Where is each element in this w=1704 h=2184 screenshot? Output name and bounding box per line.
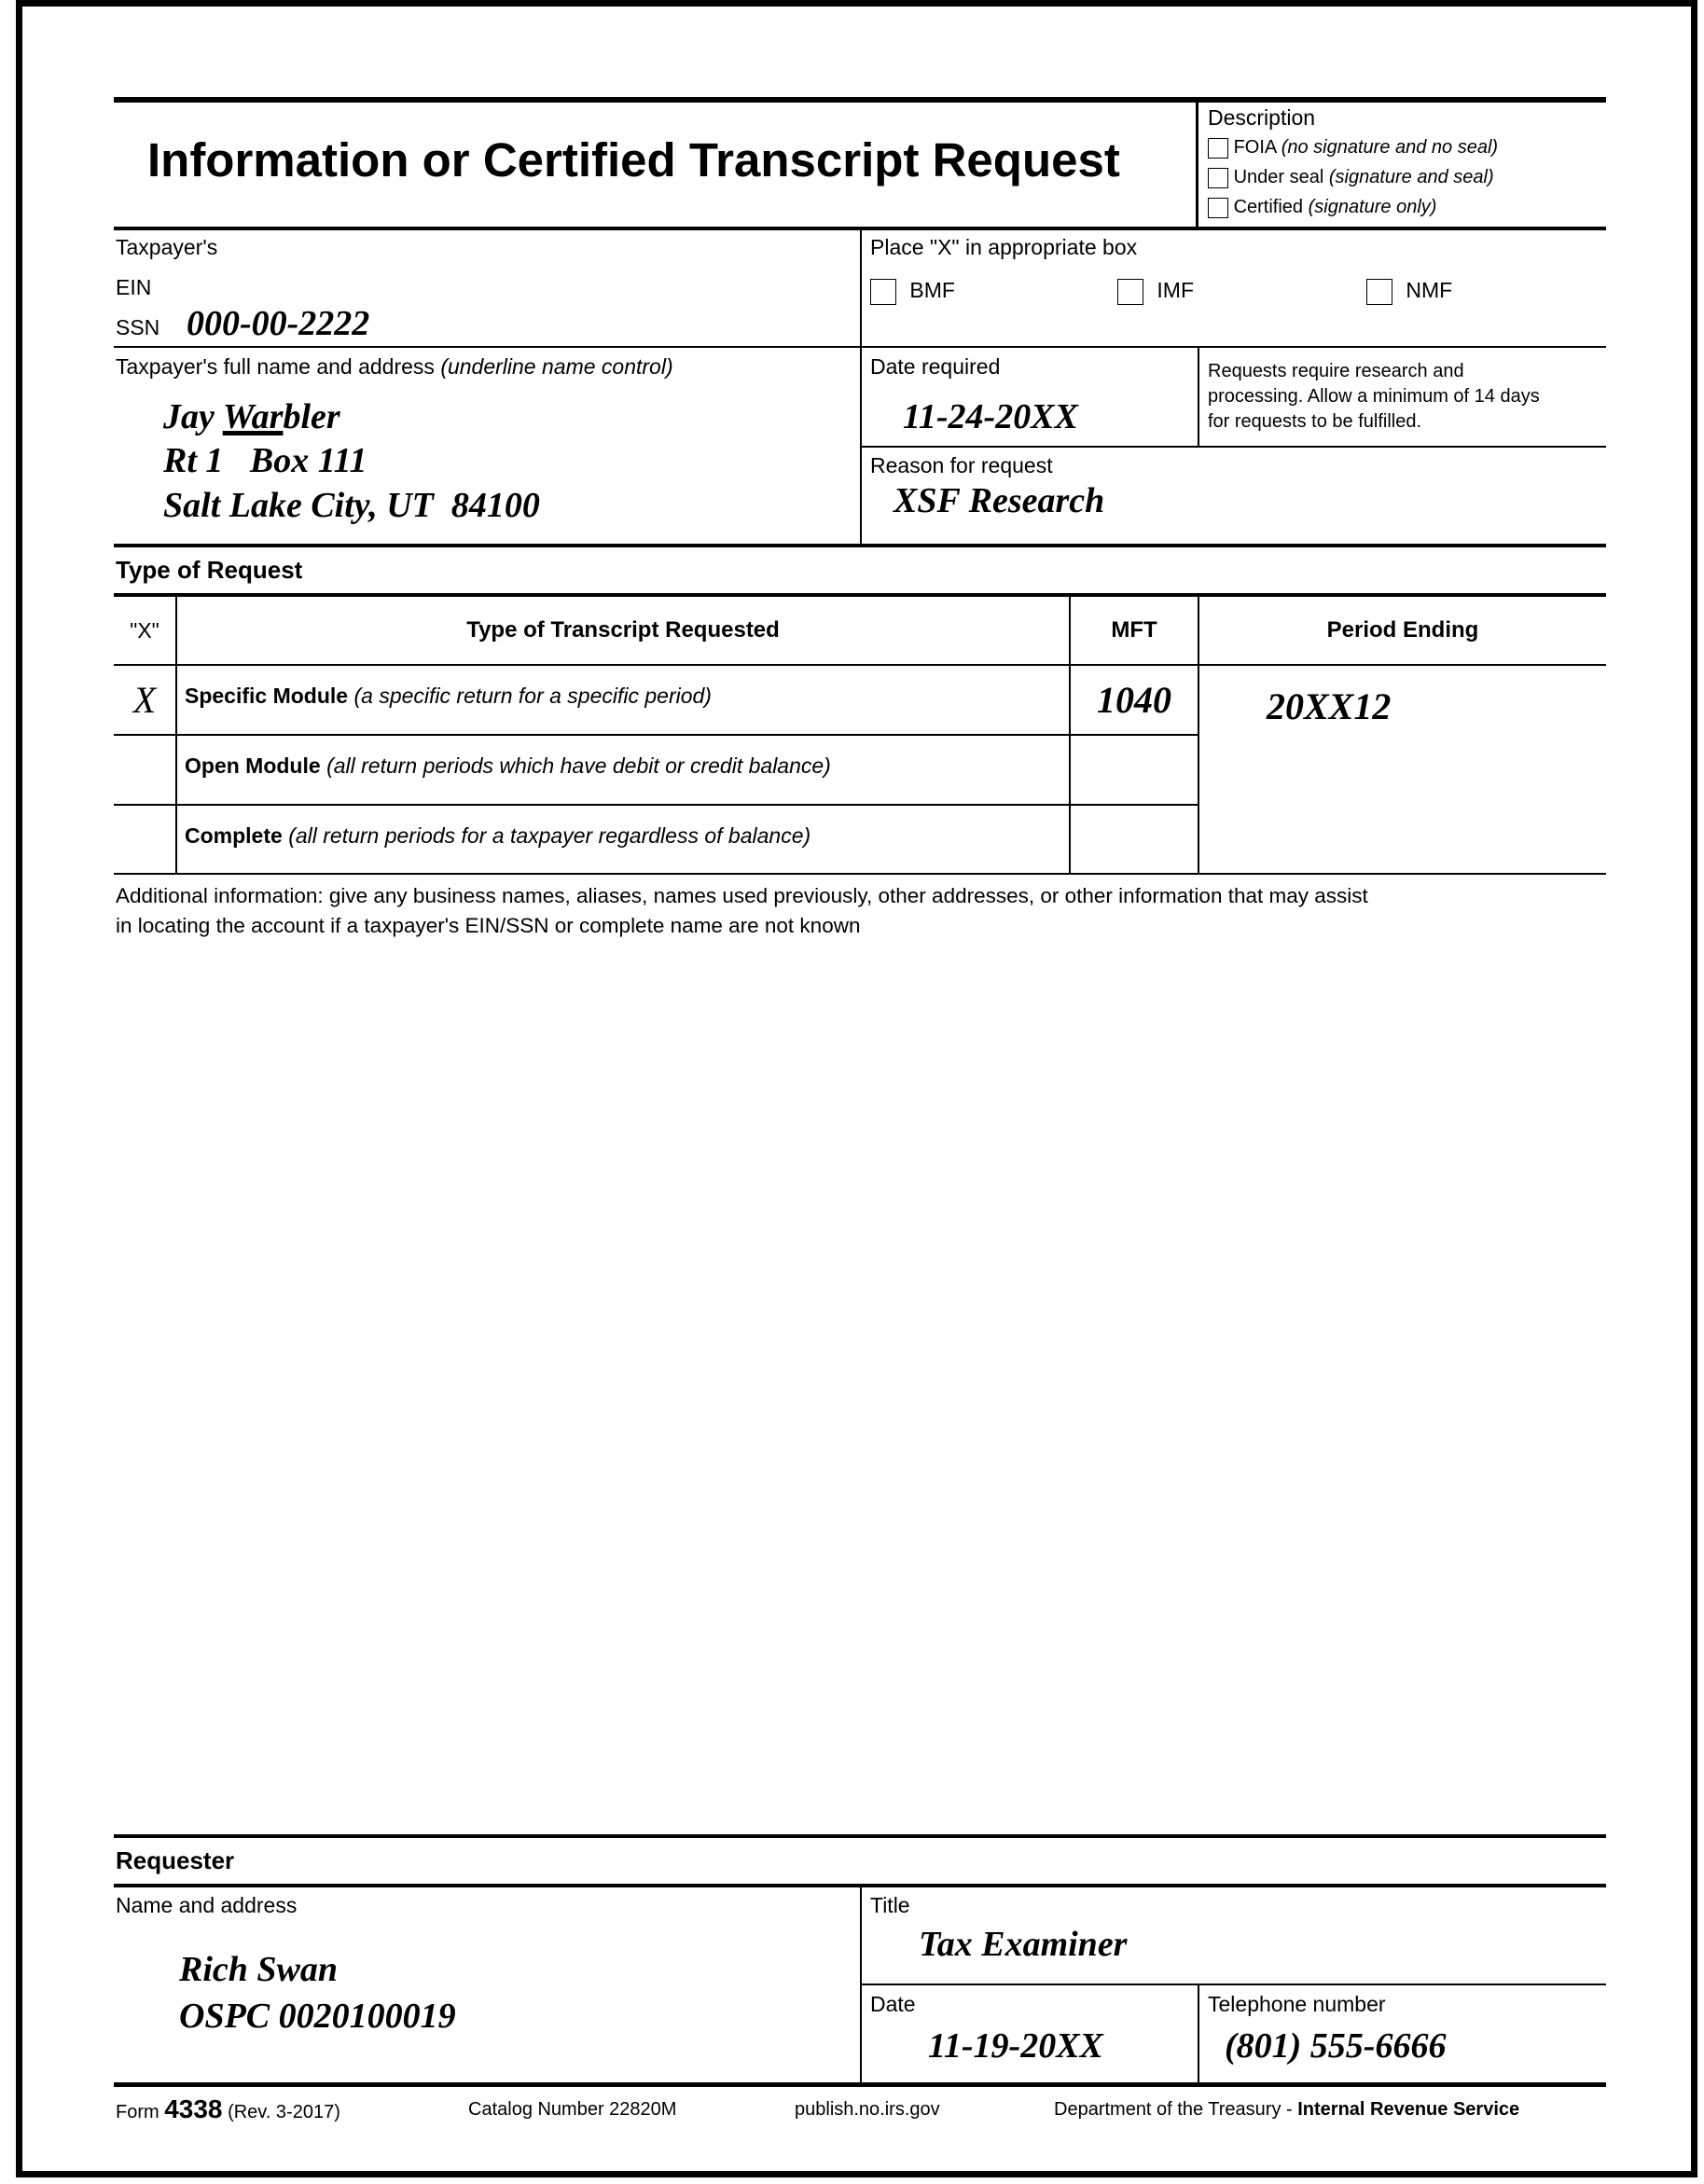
form-title: Information or Certified Transcript Request [147,133,1120,187]
requester-name-address-label: Name and address [116,1893,298,1917]
taxpayer-column-divider [860,230,862,546]
requester-phone-label: Telephone number [1208,1992,1386,2016]
row-specific-module-mft[interactable]: 1040 [1097,679,1171,721]
requester-name[interactable]: Rich Swan [179,1950,339,1989]
additional-info-label: Additional information: give any business names, aliases, names used previously, other addresses, or other information that may assist in locating the account if a taxpayer's EIN/SSN or complete name are not known [116,884,1368,937]
header-top-rule [114,97,1606,103]
column-header-type: Type of Transcript Requested [466,617,780,643]
ssn-label: SSN [116,315,160,339]
file-type-option-nmf[interactable]: NMF [1366,278,1452,305]
taxpayer-label: Taxpayer's [116,235,218,259]
foia-checkbox[interactable] [1208,138,1228,159]
requester-phone-value[interactable]: (801) 555-6666 [1225,2026,1447,2066]
additional-info-field[interactable] [114,942,1606,1828]
taxpayer-name[interactable]: Jay Warbler [163,397,340,436]
nmf-checkbox[interactable] [1366,279,1392,305]
description-option-under-seal[interactable]: Under seal (signature and seal) [1208,167,1494,188]
table-row-divider-2 [114,804,1198,806]
requester-title-value[interactable]: Tax Examiner [919,1925,1128,1964]
publish-website: publish.no.irs.gov [795,2099,940,2120]
column-header-mft: MFT [1111,617,1157,643]
table-row-divider-1 [114,734,1198,736]
under-seal-checkbox[interactable] [1208,168,1228,188]
row-complete-mft[interactable] [1071,806,1198,873]
requester-title-label: Title [870,1893,910,1917]
date-reason-divider [860,446,1606,448]
requester-bottom-rule [114,2082,1606,2087]
row-open-module-x[interactable] [114,736,175,804]
name-control: War [222,397,284,436]
requester-title-divider [860,1984,1606,1985]
row-open-module: Open Module (all return periods which have debit or credit balance) [185,753,831,778]
column-header-x: "X" [130,617,159,643]
requester-date-label: Date [870,1992,916,2016]
form-number: 4338 [164,2094,223,2123]
description-option-certified[interactable]: Certified (signature only) [1208,197,1436,218]
taxpayer-address-line1[interactable]: Rt 1 Box 111 [163,441,367,480]
header-divider [1196,97,1198,230]
row-specific-module: Specific Module (a specific return for a specific period) [185,684,712,708]
certified-checkbox[interactable] [1208,198,1228,218]
form-id: Form 4338 (Rev. 3-2017) [116,2094,340,2123]
row-complete-x[interactable] [114,806,175,873]
type-of-request-label: Type of Request [116,556,303,584]
description-label: Description [1208,105,1316,130]
period-ending-value[interactable]: 20XX12 [1267,685,1392,727]
description-option-foia[interactable]: FOIA (no signature and no seal) [1208,137,1498,159]
processing-notice: Requests require research and processing. Allow a minimum of 14 days for requests to be fulfilled. [1208,361,1540,432]
file-type-option-bmf[interactable]: BMF [870,278,955,305]
department-label: Department of the Treasury - Internal Revenue Service [1054,2099,1520,2120]
column-header-period-ending: Period Ending [1326,617,1479,643]
taxpayer-address-line2[interactable]: Salt Lake City, UT 84100 [163,486,540,525]
date-required-value[interactable]: 11-24-20XX [903,397,1078,436]
file-type-divider [860,346,1606,348]
row-open-module-mft[interactable] [1071,736,1198,804]
table-header-divider [114,664,1606,666]
taxpayer-name-address-label: Taxpayer's full name and address (underline name control) [116,354,673,379]
requester-date-value[interactable]: 11-19-20XX [928,2026,1103,2066]
row-complete: Complete (all return periods for a taxpayer regardless of balance) [185,823,811,848]
date-required-label: Date required [870,354,1001,379]
requester-address[interactable]: OSPC 0020100019 [179,1997,456,2036]
row-specific-module-x[interactable]: X [132,679,157,721]
reason-label: Reason for request [870,453,1053,477]
catalog-number: Catalog Number 22820M [468,2099,677,2120]
reason-value[interactable]: XSF Research [894,481,1105,520]
imf-checkbox[interactable] [1117,279,1143,305]
file-type-option-imf[interactable]: IMF [1117,278,1194,305]
ssn-value[interactable]: 000-00-2222 [187,304,370,343]
taxpayer-bottom-rule [114,544,1606,547]
taxpayer-id-divider [114,346,860,348]
file-type-label: Place "X" in appropriate box [870,235,1138,259]
requester-date-phone-divider [1198,1984,1199,2084]
table-bottom-rule [114,873,1606,875]
requester-column-divider [860,1887,862,2084]
date-notice-divider [1198,347,1199,447]
bmf-checkbox[interactable] [870,279,896,305]
requester-top-rule [114,1834,1606,1838]
requester-label: Requester [116,1846,235,1874]
ein-label: EIN [116,275,152,299]
